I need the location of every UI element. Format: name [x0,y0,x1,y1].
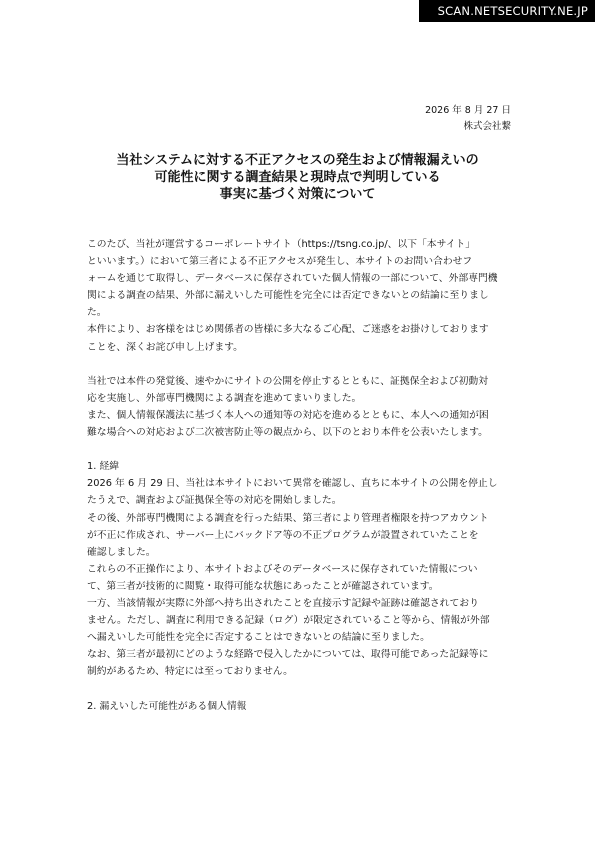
text-line: へ漏えいした可能性を完全に否定することはできないとの結論に至りました。 [87,632,430,644]
text-line: た。 [87,307,107,319]
text-line: たうえで、調査および証拠保全等の対応を開始しました。 [87,495,342,507]
document-body [87,236,515,715]
title-line: 可能性に関する調査結果と現時点で判明している [154,170,441,185]
text-line: その後、外部専門機関による調査を行った結果、第三者により管理者権限を持つアカウント [87,512,489,524]
text-line: 難な場合への対応および二次被害防止等の観点から、以下のとおり本件を公表いたします。 [87,427,488,439]
document-title [60,152,535,203]
title-line: 当社システムに対する不正アクセスの発生および情報漏えいの [116,153,479,168]
text-line: 2026 年 6 月 29 日、当社は本サイトにおいて異常を確認し、直ちに本サイトの公開を停止し [87,478,498,490]
text-line: 一方、当該情報が実際に外部へ持ち出されたことを直接示す記録や証跡は確認されており [87,597,479,609]
company-name: 株式会社繋 [463,121,511,132]
text-line: また、個人情報保護法に基づく本人への通知等の対応を進めるとともに、本人への通知が困 [87,409,489,421]
title-line: 事実に基づく対策について [219,187,376,202]
intro-paragraph [87,236,515,356]
text-line: これらの不正操作により、本サイトおよびそのデータベースに保存されていた情報につい [87,563,478,575]
text-line: ません。ただし、調査に利用できる記録（ログ）が限定されていること等から、情報が外部 [87,615,490,627]
text-line: ォームを通じて取得し、データベースに保存されていた個人情報の一部について、外部専門機 [87,273,498,285]
text-line: 確認しました。 [87,546,156,558]
watermark: SCAN.NETSECURITY.NE.JP [419,0,595,22]
text-line: ことを、深くお詫び申し上げます。 [87,341,243,353]
text-line: 当社では本件の発覚後、速やかにサイトの公開を停止するとともに、証拠保全および初動対 [87,375,488,387]
section-1-heading: 1. 経緯 [87,461,120,473]
response-paragraph [87,373,515,441]
text-line: なお、第三者が最初にどのような経路で侵入したかについては、取得可能であった記録等に [87,649,489,661]
text-line: といいます。）において第三者による不正アクセスが発生し、本サイトのお問い合わせフ [87,256,473,268]
text-line: 制約があるため、特定には至っておりません。 [87,666,293,678]
text-line: 本件により、お客様をはじめ関係者の皆様に多大なるご心配、ご迷惑をお掛けしております [87,324,489,336]
text-line: が不正に作成され、サーバー上にバックドア等の不正プログラムが設置されていたことを [87,529,479,541]
text-line: このたび、当社が運営するコーポレートサイト（https://tsng.co.jp/、以下「本サイト」 [87,239,476,250]
text-line: 応を実施し、外部専門機関による調査を進めてまいりました。 [87,392,362,404]
section-1-body [87,475,515,680]
section-2-heading: 2. 漏えいした可能性がある個人情報 [87,700,247,712]
text-line: 関による調査の結果、外部に漏えいした可能性を完全には否定できないとの結論に至りまし [87,290,489,302]
document-date: 2026 年 8 月 27 日 [425,105,511,116]
text-line: て、第三者が技術的に閲覧・取得可能な状態にあったことが確認されています。 [87,580,439,592]
